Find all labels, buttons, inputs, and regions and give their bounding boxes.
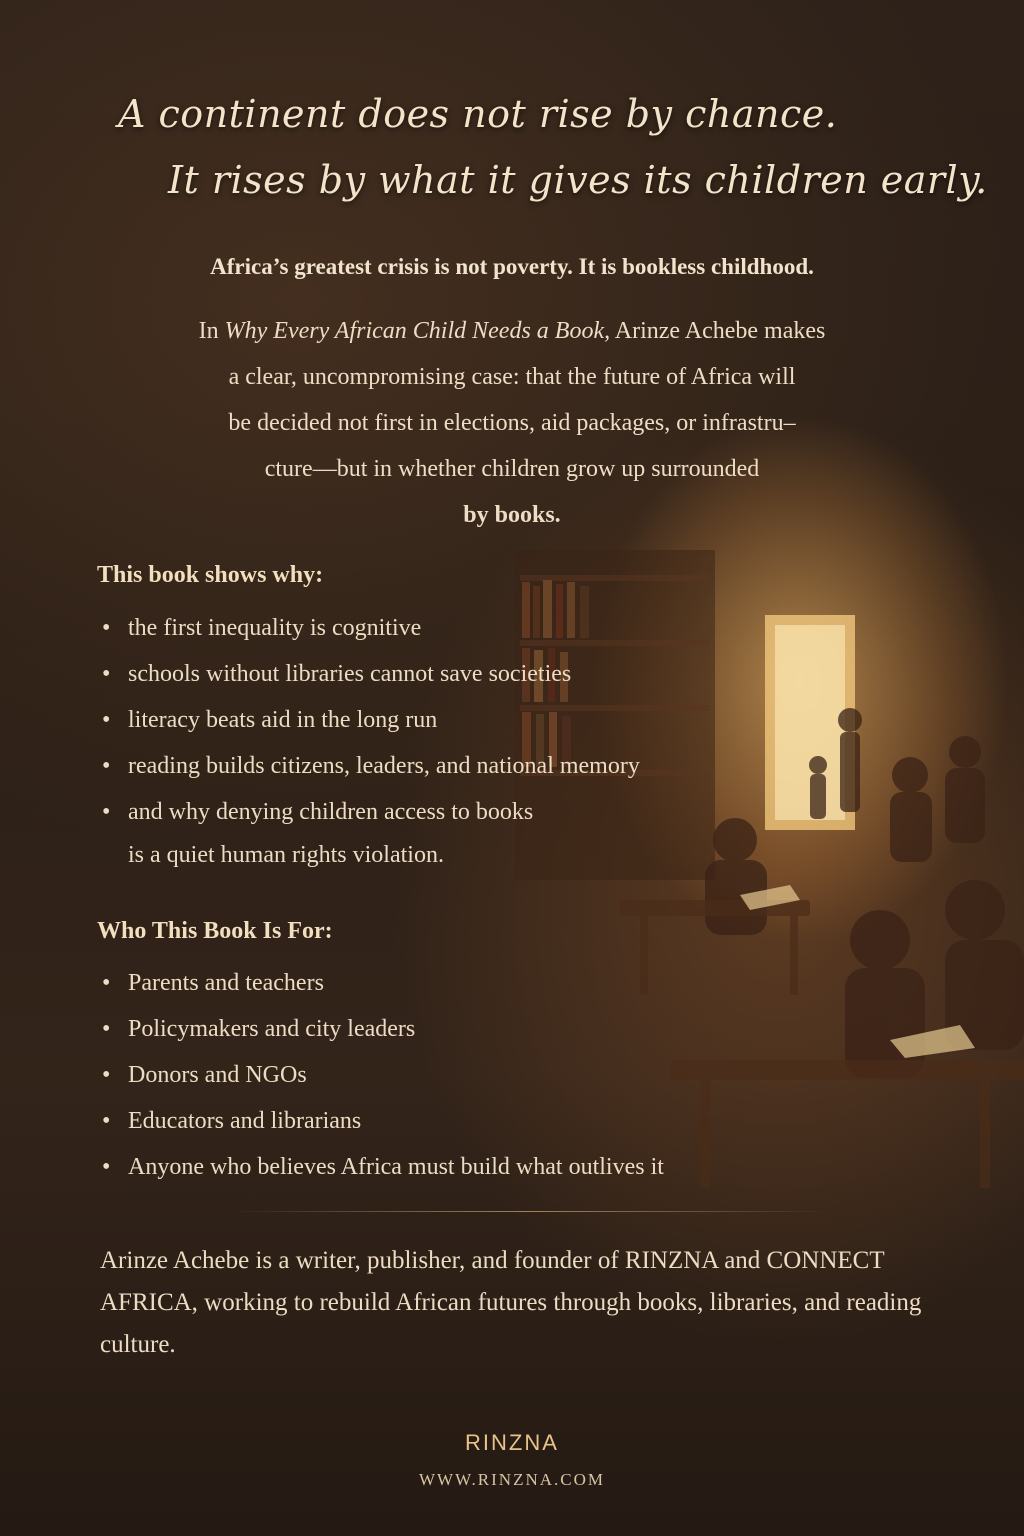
bullet-icon: • <box>102 661 111 687</box>
list-item-text: and why denying children access to books <box>128 799 534 825</box>
why-heading: This book shows why: <box>97 562 324 588</box>
list-item-text: reading builds citizens, leaders, and national memory <box>128 753 640 779</box>
publisher-name: RINZNA <box>465 1430 559 1455</box>
intro-line-4: cture—but in whether children grow up surrounded <box>264 456 760 482</box>
list-item <box>100 605 640 651</box>
list-item-text: Educators and librarians <box>128 1108 362 1134</box>
list-item <box>100 1144 664 1190</box>
bullet-icon: • <box>102 970 111 996</box>
why-list <box>100 605 640 835</box>
list-item <box>100 960 664 1006</box>
list-item <box>100 1052 664 1098</box>
intro-suffix: Arinze Achebe makes <box>610 318 826 344</box>
intro-line-5: by books. <box>463 502 561 528</box>
list-item-text: literacy beats aid in the long run <box>128 707 438 733</box>
list-item <box>100 743 640 789</box>
list-item <box>100 651 640 697</box>
quote-line-1: A continent does not rise by chance. <box>118 92 838 136</box>
list-item <box>100 1006 664 1052</box>
intro-line-2: a clear, uncompromising case: that the future of Africa will <box>228 364 796 390</box>
list-item-text: Parents and teachers <box>128 970 324 996</box>
bullet-icon: • <box>102 707 111 733</box>
bullet-icon: • <box>102 615 111 641</box>
publisher-url[interactable]: WWW.RINZNA.COM <box>418 1470 606 1489</box>
intro-line-1 <box>0 308 1024 354</box>
quote-line-2: It rises by what it gives its children early. <box>168 158 988 202</box>
audience-heading: Who This Book Is For: <box>97 918 333 944</box>
intro-paragraph <box>0 308 1024 538</box>
publisher-block <box>0 1430 1024 1490</box>
list-item <box>100 789 640 835</box>
list-item <box>100 697 640 743</box>
bullet-icon: • <box>102 1062 111 1088</box>
bullet-icon: • <box>102 1016 111 1042</box>
list-item-text: Donors and NGOs <box>128 1062 307 1088</box>
list-item-text: Policymakers and city leaders <box>128 1016 416 1042</box>
book-title: Why Every African Child Needs a Book, <box>224 318 611 344</box>
divider <box>230 1211 830 1212</box>
bullet-icon: • <box>102 753 111 779</box>
list-item-text: Anyone who believes Africa must build what outlives it <box>128 1154 664 1180</box>
author-bio: Arinze Achebe is a writer, publisher, and founder of RINZNA and CONNECT AFRICA, working to rebuild African futures through books, libraries, and reading culture. <box>100 1247 922 1358</box>
audience-list <box>100 960 664 1190</box>
intro-prefix: In <box>198 318 225 344</box>
list-item-text: the first inequality is cognitive <box>128 615 422 641</box>
intro-line-3: be decided not first in elections, aid packages, or infrastru– <box>228 410 796 436</box>
lead-statement: Africa’s greatest crisis is not poverty. It is bookless childhood. <box>210 254 814 279</box>
bullet-icon: • <box>102 1154 111 1180</box>
why-list-continuation: is a quiet human rights violation. <box>128 842 444 868</box>
list-item <box>100 1098 664 1144</box>
bullet-icon: • <box>102 1108 111 1134</box>
bullet-icon: • <box>102 799 111 825</box>
list-item-text: schools without libraries cannot save societies <box>128 661 572 687</box>
